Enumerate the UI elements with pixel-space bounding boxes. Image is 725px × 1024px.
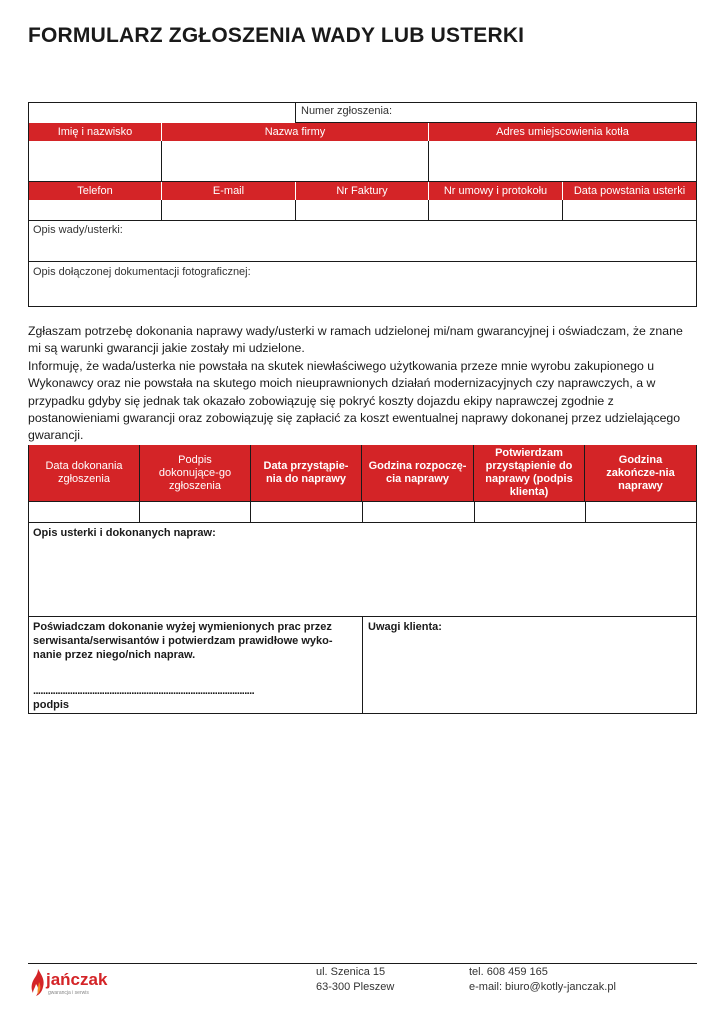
reporter-signature-field[interactable]	[139, 501, 251, 523]
header-invoice-number: Nr Faktury	[296, 182, 428, 200]
header-client-confirmation: Potwierdzam przystąpienie do naprawy (podpis klienta)	[474, 445, 585, 501]
header-report-date: Data dokonania zgłoszenia	[29, 445, 140, 501]
header-phone: Telefon	[29, 182, 161, 200]
defect-description-field[interactable]	[28, 220, 697, 262]
footer-contact	[469, 965, 616, 995]
header-repair-end-time: Godzina zakończe-nia naprawy	[585, 445, 696, 501]
declaration-text	[28, 323, 698, 445]
company-logo	[30, 966, 120, 1000]
repair-start-time-field[interactable]	[362, 501, 475, 523]
address-street: ul. Szenica 15	[316, 966, 386, 978]
header-email: E-mail	[162, 182, 295, 200]
header-contract-number: Nr umowy i protokołu	[429, 182, 562, 200]
certification-text: Poświadczam dokonanie wyżej wymienionych prac przez serwisanta/serwisantów i potwierdzam prawidłowe wyko-nanie przez niego/nich napraw.	[33, 621, 333, 661]
repairs-description-label: Opis usterki i dokonanych napraw:	[33, 527, 216, 539]
page-title: FORMULARZ ZGŁOSZENIA WADY LUB USTERKI	[28, 24, 525, 47]
address-city: 63-300 Pleszew	[316, 981, 395, 993]
header-boiler-address: Adres umiejscowienia kotła	[429, 123, 696, 141]
logo-wordmark: jańczak	[46, 970, 108, 989]
header-defect-date: Data powstania usterki	[563, 182, 696, 200]
boiler-address-field[interactable]	[428, 141, 697, 182]
header-repair-start-date: Data przystąpie-nia do naprawy	[251, 445, 362, 501]
invoice-number-field[interactable]	[295, 200, 429, 221]
header-company-name: Nazwa firmy	[162, 123, 428, 141]
declaration-paragraph-1: Zgłaszam potrzebę dokonania naprawy wady/usterki w ramach udzielonej mi/nam gwarancyjnej i oświadczam, że znane mi są warunki gwarancji jakie zostały mi udzielone.	[28, 324, 683, 356]
footer-address	[316, 965, 394, 995]
contact-email[interactable]: e-mail: biuro@kotly-janczak.pl	[469, 981, 616, 993]
header-full-name: Imię i nazwisko	[29, 123, 161, 141]
contact-phone[interactable]: tel. 608 459 165	[469, 966, 548, 978]
report-date-field[interactable]	[28, 501, 140, 523]
defect-description-label: Opis wady/usterki:	[33, 224, 123, 236]
header-reporter-signature: Podpis dokonujące-go zgłoszenia	[140, 445, 251, 501]
client-confirmation-field[interactable]	[474, 501, 586, 523]
contract-number-field[interactable]	[428, 200, 563, 221]
flame-icon	[30, 968, 46, 998]
email-field[interactable]	[161, 200, 296, 221]
declaration-paragraph-2: Informuję, że wada/usterka nie powstała na skutek niewłaściwego użytkowania przeze mnie wyrobu zakupionego u Wykonawcy oraz nie powstała na skutego moich nieuprawnionych działań modernizacyjnych czy naprawczych, a w przypadku gdyby się jednak tak okazało zobowiązuję się pokryć koszty dojazdu ekipy naprawczej zgodnie z postanowieniami gwarancji oraz zobowiązuję się zapłacić za koszt ewentualnej naprawy dokonanej przez udzielającego gwarancji.	[28, 358, 681, 443]
header-repair-start-time: Godzina rozpoczę-cia naprawy	[362, 445, 474, 501]
phone-field[interactable]	[28, 200, 162, 221]
ticket-number-label: Numer zgłoszenia:	[301, 105, 393, 117]
repair-start-date-field[interactable]	[250, 501, 363, 523]
defect-date-field[interactable]	[562, 200, 697, 221]
footer-divider	[28, 963, 697, 964]
client-remarks-label: Uwagi klienta:	[368, 621, 442, 633]
full-name-field[interactable]	[28, 141, 162, 182]
signature-line[interactable]: ..........................................................................................	[33, 685, 255, 697]
repair-end-time-field[interactable]	[585, 501, 697, 523]
company-name-field[interactable]	[161, 141, 429, 182]
logo-tagline: gwarancja i serwis	[48, 990, 89, 996]
signature-label: podpis	[33, 699, 70, 711]
photo-documentation-label: Opis dołączonej dokumentacji fotograficznej:	[33, 266, 251, 278]
